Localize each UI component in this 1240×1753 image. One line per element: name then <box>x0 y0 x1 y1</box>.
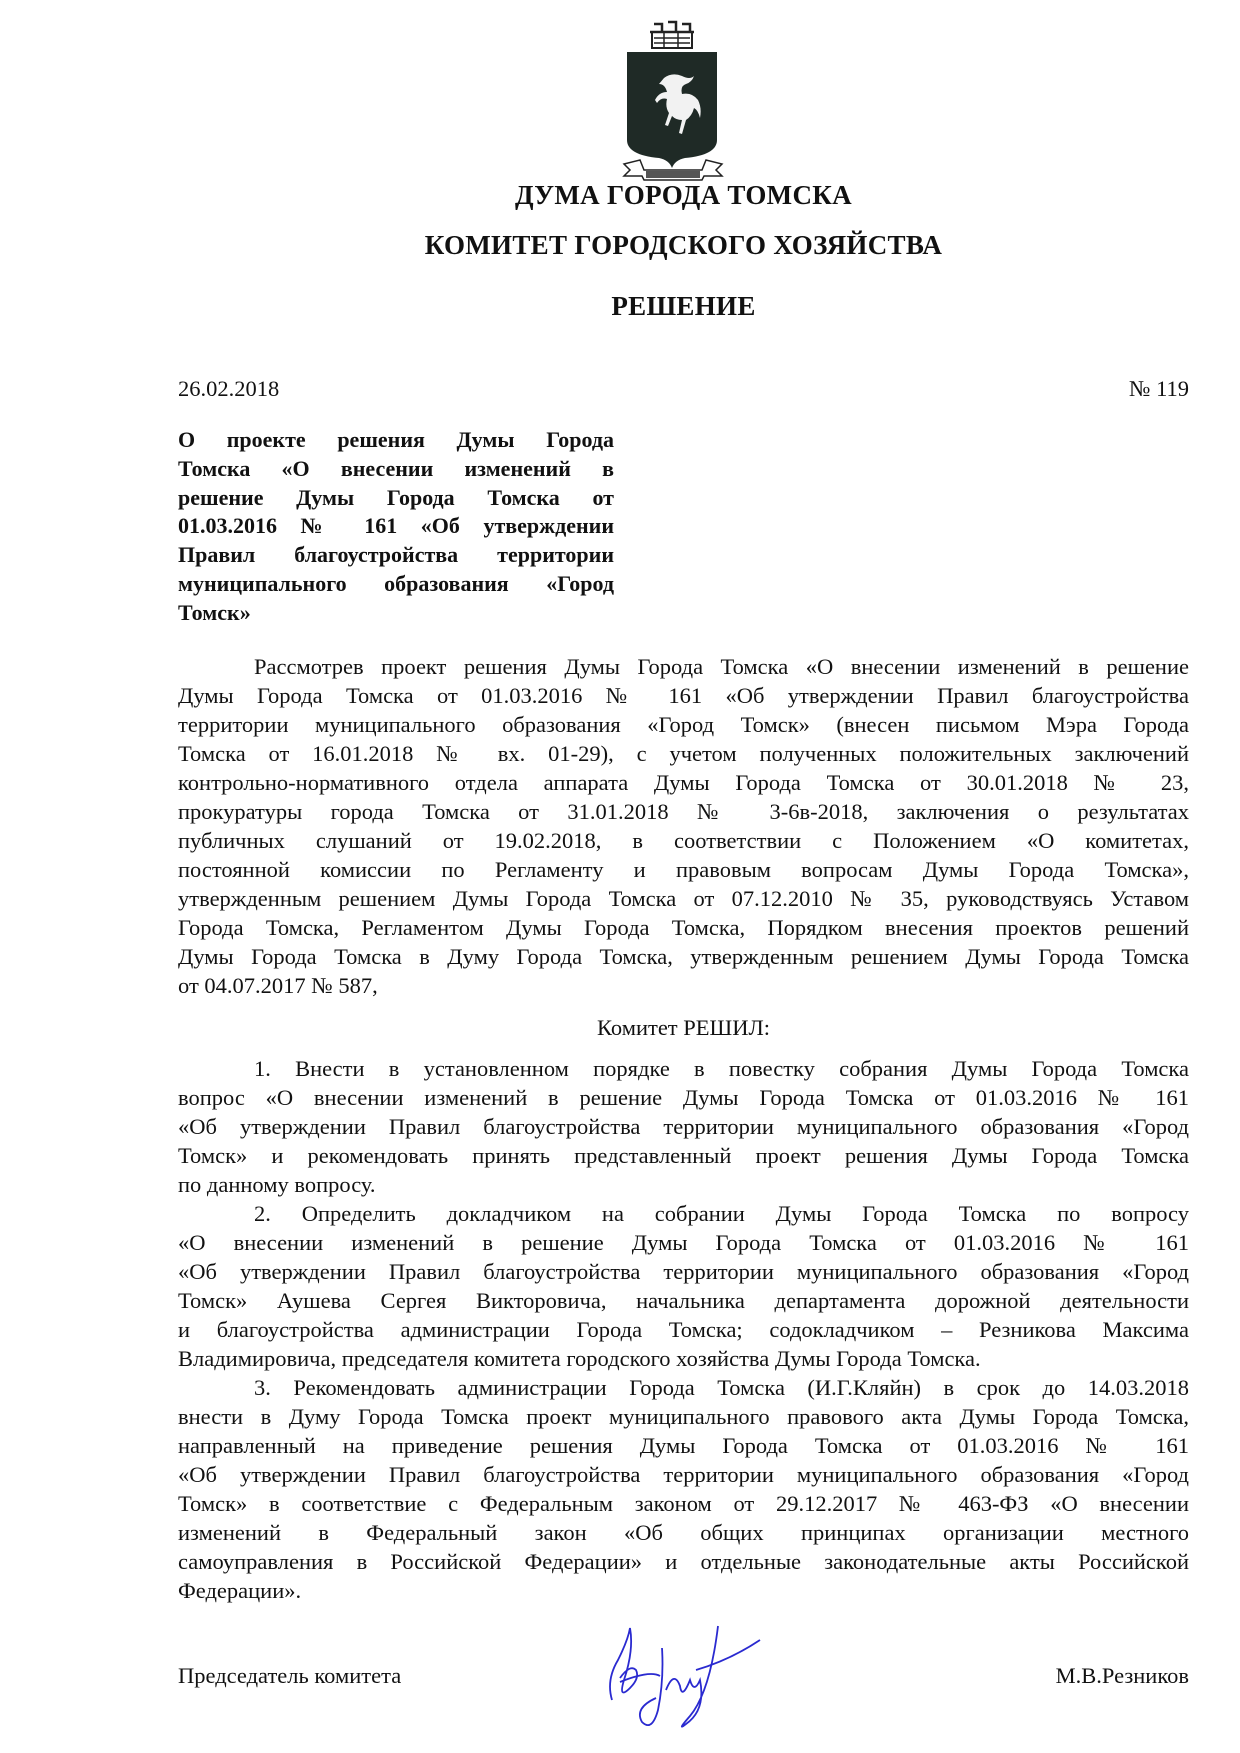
resolution-item-1 <box>178 1054 1189 1199</box>
text-line: Думы Города Томска от 01.03.2016 № 161 «Об утверждении Правил благоустройства <box>178 683 1189 708</box>
text-line: Томск» в соответствие с Федеральным законом от 29.12.2017 № 463-ФЗ «О внесении <box>178 1491 1189 1516</box>
text-line: самоуправления в Российской Федерации» и отдельные законодательные акты Российской <box>178 1549 1189 1574</box>
text-line: по данному вопросу. <box>178 1172 376 1197</box>
text-line: постоянной комиссии по Регламенту и правовым вопросам Думы Города Томска», <box>178 857 1189 882</box>
text-line: «Об утверждении Правил благоустройства территории муниципального образования «Город <box>178 1114 1189 1139</box>
crown-icon <box>650 22 694 48</box>
text-line: Томска от 16.01.2018 № вх. 01-29), с учетом полученных положительных заключений <box>178 741 1189 766</box>
text-line: публичных слушаний от 19.02.2018, в соответствии с Положением «О комитетах, <box>178 828 1189 853</box>
text-line: «Об утверждении Правил благоустройства территории муниципального образования «Город <box>178 1462 1189 1487</box>
resolution-item-3 <box>178 1373 1189 1605</box>
text-line: муниципального образования «Город <box>178 570 614 596</box>
text-line: Федерации». <box>178 1578 302 1603</box>
text-line: и благоустройства администрации Города Томска; содокладчиком – Резникова Максима <box>178 1317 1189 1342</box>
text-line: Рассмотрев проект решения Думы Города Томска «О внесении изменений в решение <box>254 654 1189 679</box>
text-line: 1. Внести в установленном порядке в повестку собрания Думы Города Томска <box>254 1056 1189 1081</box>
text-line: Правил благоустройства территории <box>178 542 614 568</box>
text-line: О проекте решения Думы Города <box>178 427 614 452</box>
text-line: от 04.07.2017 № 587, <box>178 973 378 998</box>
text-line: решение Думы Города Томска от <box>178 484 614 510</box>
org-title: ДУМА ГОРОДА ТОМСКА <box>515 180 852 210</box>
text-line: контрольно-нормативного отдела аппарата Думы Города Томска от 30.01.2018 № 23, <box>178 770 1189 795</box>
resolution-items <box>178 1054 1189 1605</box>
subject-heading <box>178 426 614 628</box>
text-line: «Об утверждении Правил благоустройства территории муниципального образования «Город <box>178 1259 1189 1284</box>
committee-title: КОМИТЕТ ГОРОДСКОГО ХОЗЯЙСТВА <box>424 230 943 260</box>
document-number: № 119 <box>1128 376 1189 401</box>
signatory-name: М.В.Резников <box>1055 1663 1189 1688</box>
text-line: Томск» и рекомендовать принять представленный проект решения Думы Города Томска <box>178 1143 1189 1168</box>
text-line: Томск» Аушева Сергея Викторовича, начальника департамента дорожной деятельности <box>178 1288 1189 1313</box>
text-line: Томска «О внесении изменений в <box>178 455 614 481</box>
text-line: 01.03.2016 № 161 «Об утверждении <box>178 513 614 539</box>
text-line: утвержденным решением Думы Города Томска от 07.12.2010 № 35, руководствуясь Уставом <box>178 886 1189 911</box>
signatory-position: Председатель комитета <box>178 1663 402 1688</box>
text-line: Города Томска, Регламентом Думы Города Томска, Порядком внесения проектов решений <box>178 915 1189 940</box>
text-line: направленный на приведение решения Думы Города Томска от 01.03.2016 № 161 <box>178 1433 1189 1458</box>
resolved-label: Комитет РЕШИЛ: <box>597 1015 770 1040</box>
text-line: «О внесении изменений в решение Думы Города Томска от 01.03.2016 № 161 <box>178 1230 1189 1255</box>
text-line: изменений в Федеральный закон «Об общих принципах организации местного <box>178 1520 1189 1545</box>
text-line: Владимировича, председателя комитета городского хозяйства Думы Города Томска. <box>178 1346 981 1371</box>
text-line: Томск» <box>178 599 251 625</box>
text-line: вопрос «О внесении изменений в решение Думы Города Томска от 01.03.2016 № 161 <box>178 1085 1189 1110</box>
document-date: 26.02.2018 <box>178 376 280 401</box>
handwritten-signature <box>600 1620 800 1740</box>
text-line: прокуратуры города Томска от 31.01.2018 № 3-6в-2018, заключения о результатах <box>178 799 1189 824</box>
text-line: 2. Определить докладчиком на собрании Думы Города Томска по вопросу <box>254 1201 1189 1226</box>
resolution-item-2 <box>178 1199 1189 1373</box>
text-line: Думы Города Томска в Думу Города Томска, утвержденным решением Думы Города Томска <box>178 944 1189 969</box>
preamble-paragraph <box>178 652 1189 1000</box>
city-emblem <box>620 20 726 182</box>
text-line: внести в Думу Города Томска проект муниципального правового акта Думы Города Томска, <box>178 1404 1189 1429</box>
text-line: 3. Рекомендовать администрации Города Томска (И.Г.Кляйн) в срок до 14.03.2018 <box>254 1375 1189 1400</box>
text-line: территории муниципального образования «Город Томск» (внесен письмом Мэра Города <box>178 712 1189 737</box>
document-type: РЕШЕНИЕ <box>611 291 756 321</box>
